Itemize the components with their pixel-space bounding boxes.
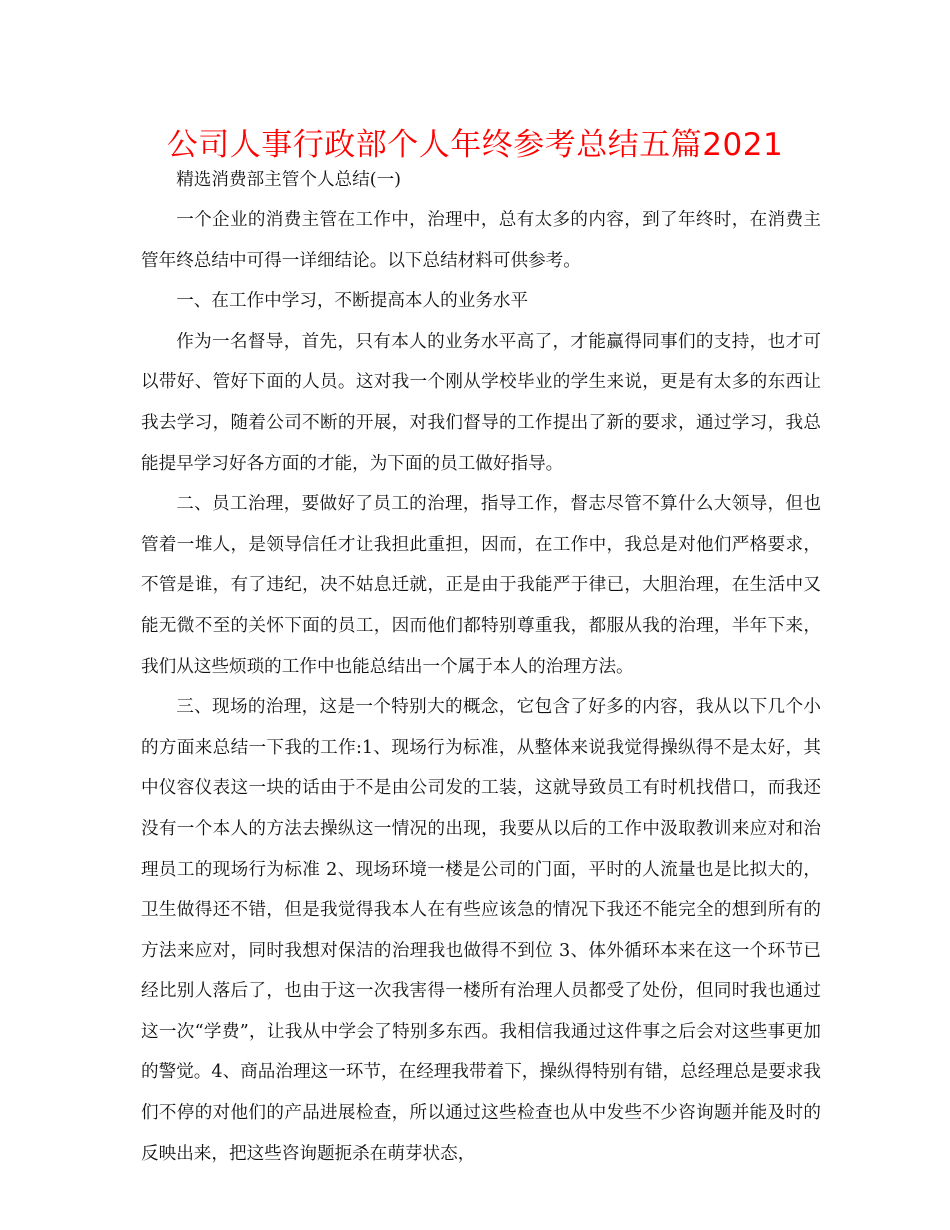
body-paragraph: 三、现场的治理，这是一个特别大的概念，它包含了好多的内容，我从以下几个小的方面来总结一下我的工作:1、现场行为标准，从整体来说我觉得操纵得不是太好，其中仪容仪表这一块的话由于不是由公司发的工装，这就导致员工有时机找借口，而我还没有一个本人的方法去操纵这一情况的出现，我要从以后的工作中汲取教训来应对和治理员工的现场行为标准 2、现场环境一楼是公司的门面，平时的人流量也是比拟大的，卫生做得还不错，但是我觉得我本人在有些应该急的情况下我还不能完全的想到所有的方法来应对，同时我想对保洁的治理我也做得不到位 3、体外循环本来在这一个环节已经比别人落后了，也由于这一次我害得一楼所有治理人员都受了处份，但同时我也通过这一次“学费”，让我从中学会了特别多东西。我相信我通过这件事之后会对这些事更加的警觉。4、商品治理这一环节，在经理我带着下，操纵得特别有错，总经理总是要求我们不停的对他们的产品进展检查，所以通过这些检查也从中发些不少咨询题并能及时的反映出来，把这些咨询题扼杀在萌芽状态，	[141, 697, 821, 1164]
document-title: 公司人事行政部个人年终参考总结五篇2021	[166, 127, 784, 163]
subtitle-paragraph: 精选消费部主管个人总结(一)	[176, 170, 402, 190]
intro-paragraph: 一个企业的消费主管在工作中，治理中，总有太多的内容，到了年终时，在消费主管年终总结中可得一详细结论。以下总结材料可供参考。	[141, 210, 821, 271]
document-body	[141, 166, 821, 1174]
section-heading-1: 一、在工作中学习，不断提高本人的业务水平	[176, 291, 529, 312]
body-paragraph: 作为一名督导，首先，只有本人的业务水平高了，才能赢得同事们的支持，也才可以带好、管好下面的人员。这对我一个刚从学校毕业的学生来说，更是有太多的东西让我去学习，随着公司不断的开展，对我们督导的工作提出了新的要求，通过学习，我总能提早学习好各方面的才能，为下面的员工做好指导。	[141, 331, 821, 474]
body-paragraph: 二、员工治理，要做好了员工的治理，指导工作，督志尽管不算什么大领导，但也管着一堆人，是领导信任才让我担此重担，因而，在工作中，我总是对他们严格要求，不管是谁，有了违纪，决不姑息迁就，正是由于我能严于律已，大胆治理，在生活中又能无微不至的关怀下面的员工，因而他们都特别尊重我，都服从我的治理，半年下来，我们从这些烦琐的工作中也能总结出一个属于本人的治理方法。	[141, 494, 821, 677]
